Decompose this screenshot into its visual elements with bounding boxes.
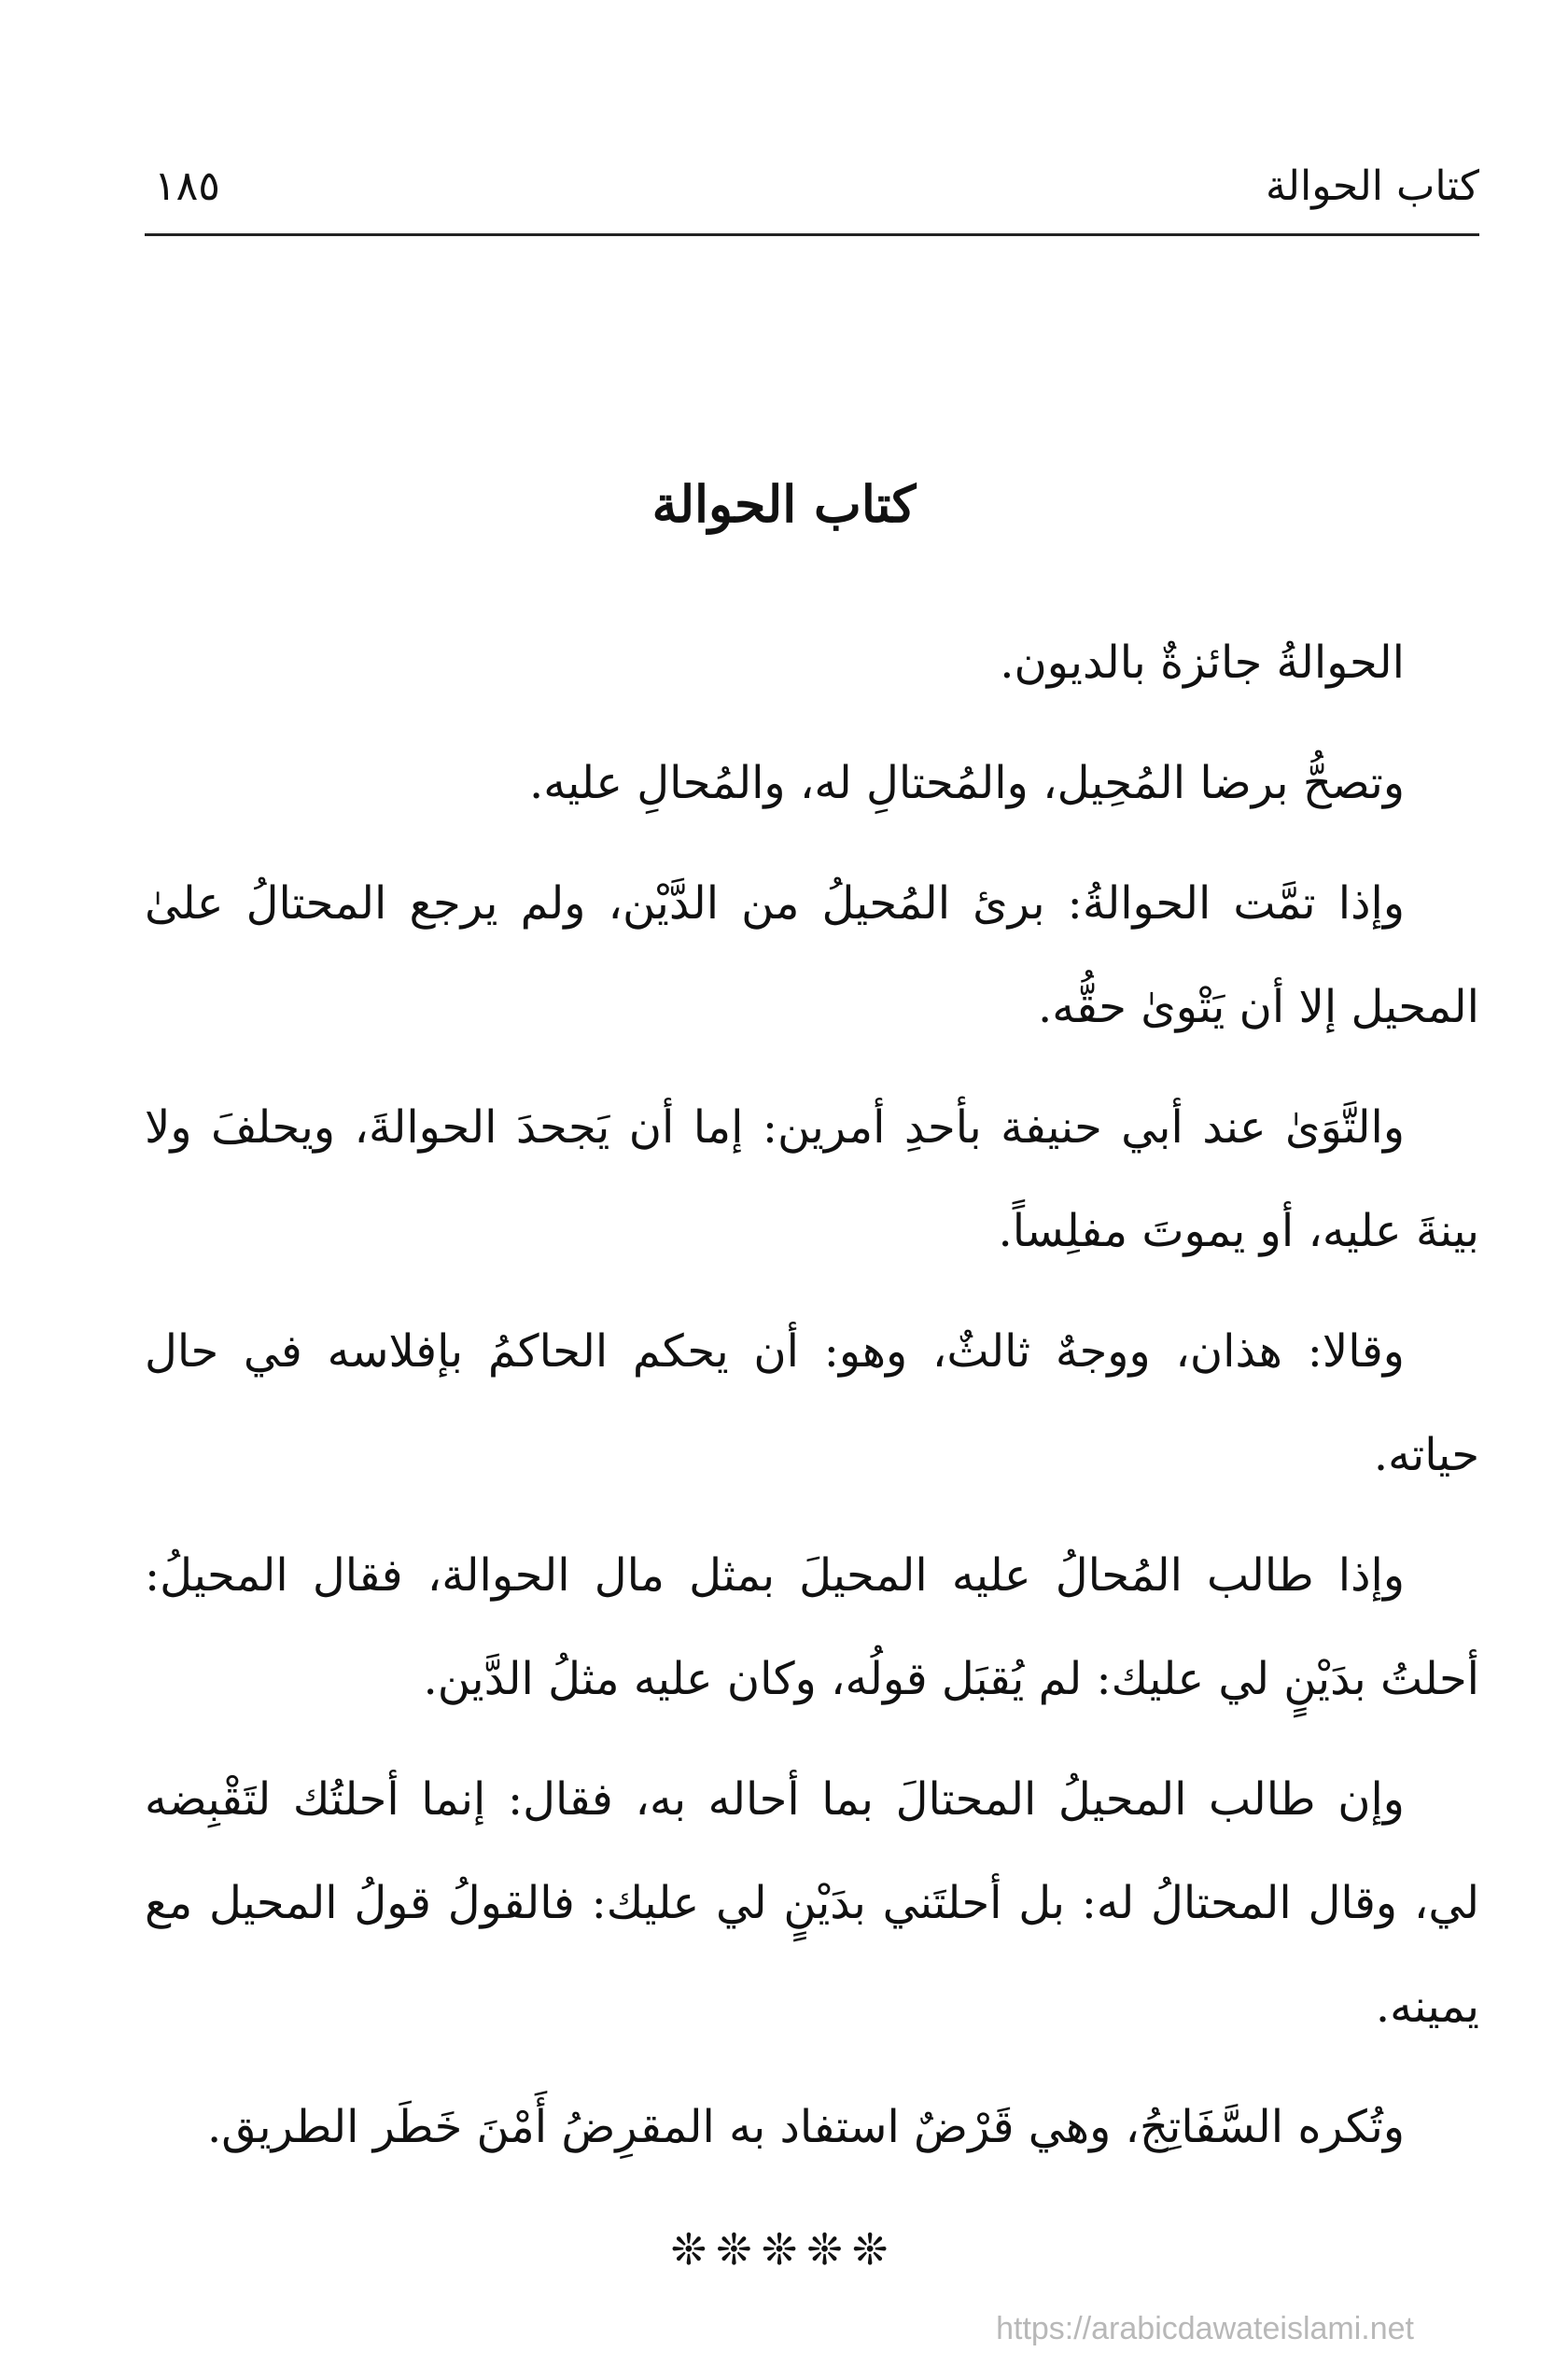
paragraph-muhal-alayh-claim: وإذا طالب المُحالُ عليه المحيلَ بمثل مال الحوالة، فقال المحيلُ: أحلتُ بدَيْنٍ لي عليك: لم يُقبَل قولُه، وكان عليه مثلُ الدَّين. <box>145 1549 1479 1705</box>
section-ornament: ❊❊❊❊❊ <box>670 2224 898 2275</box>
paragraph-tawa-abu-hanifa: والتَّوَىٰ عند أبي حنيفة بأحدِ أمرين: إما أن يَجحدَ الحوالةَ، ويحلفَ ولا بينةَ عليه، أو يموتَ مفلِساً. <box>145 1101 1479 1257</box>
chapter-title: كتاب الحوالة <box>651 474 917 534</box>
paragraph-tawa-third-case: وقالا: هذان، ووجهٌ ثالثٌ، وهو: أن يحكم الحاكمُ بإفلاسه في حال حياته. <box>145 1325 1479 1481</box>
page-number: ١٨٥ <box>154 162 220 210</box>
running-header <box>145 149 1479 236</box>
chapter-body <box>145 611 1479 2196</box>
paragraph-hawala-definition: الحوالةُ جائزةٌ بالديون. <box>1000 637 1405 689</box>
paragraph-muhil-claim: وإن طالب المحيلُ المحتالَ بما أحاله به، فقال: إنما أحلتُك لتَقْبِضه لي، وقال المحتالُ له: بل أحلتَني بدَيْنٍ لي عليك: فالقولُ قولُ المحيل مع يمينه. <box>145 1773 1479 2033</box>
watermark: https://arabicdawateislami.net <box>996 2311 1414 2346</box>
running-header-title: كتاب الحوالة <box>1265 162 1479 210</box>
paragraph-hawala-validity: وتصحُّ برضا المُحِيل، والمُحتالِ له، والمُحالِ عليه. <box>528 757 1405 809</box>
paragraph-safatij: وتُكره السَّفَاتِجُ، وهي قَرْضٌ استفاد به المقرِضُ أَمْنَ خَطَر الطريق. <box>207 2101 1405 2153</box>
paragraph-hawala-completion: وإذا تمَّت الحوالةُ: برئ المُحيلُ من الدَّيْن، ولم يرجع المحتالُ علىٰ المحيل إلا أن يَتْوىٰ حقُّه. <box>145 877 1479 1033</box>
